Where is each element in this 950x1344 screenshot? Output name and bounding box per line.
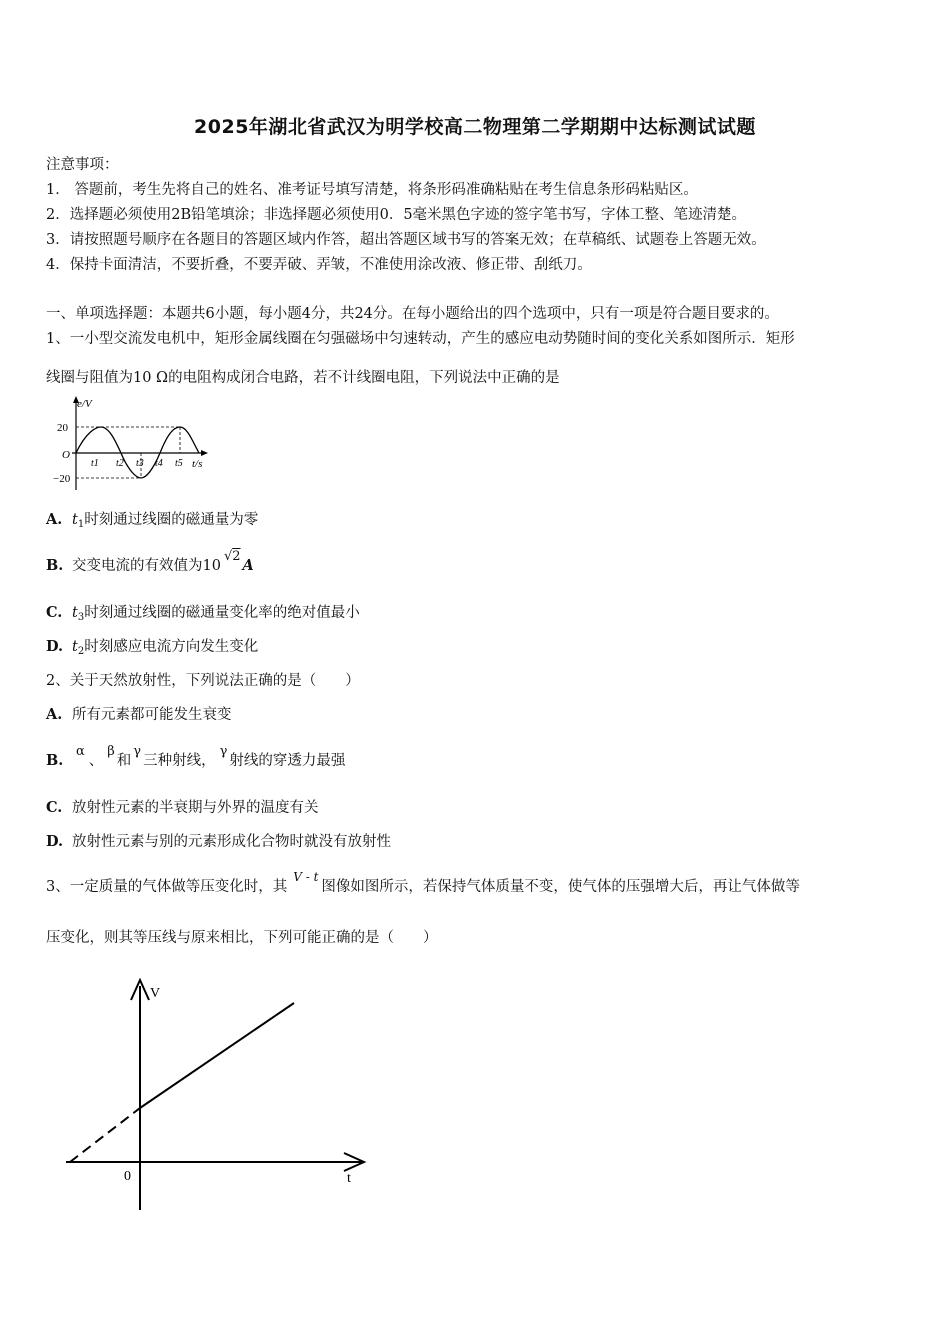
unit-label: A	[242, 557, 254, 574]
x-tick-label: t2	[116, 458, 124, 469]
option-text: 三种射线，	[143, 753, 216, 769]
option-letter: B.	[46, 752, 64, 769]
and-text: 和	[116, 753, 132, 769]
option-a[interactable]	[46, 508, 258, 530]
x-tick-label: t3	[136, 458, 144, 469]
gamma-symbol: γ	[133, 744, 142, 759]
notice-item: 2．选择题必须使用2B铅笔填涂；非选择题必须使用0．5毫米黑色字迹的签字笔书写，字体工整、笔迹清楚。	[46, 207, 747, 223]
question-1-stem-line1: 1、一小型交流发电机中，矩形金属线圈在匀强磁场中匀速转动，产生的感应电动势随时间的变化关系如图所示．矩形	[46, 331, 795, 347]
option-text: 射线的穿透力最强	[229, 753, 346, 769]
option-d[interactable]	[46, 830, 391, 851]
option-text: 交变电流的有效值为10	[72, 558, 221, 574]
time-variable: t	[72, 639, 78, 655]
stem-text: 图像如图所示，若保持气体质量不变，使气体的压强增大后，再让气体做等	[321, 879, 800, 895]
option-text: 时刻感应电流方向发生变化	[84, 639, 259, 655]
question-3-stem-line1	[46, 870, 800, 896]
origin-label: 0	[124, 1169, 131, 1184]
option-d[interactable]	[46, 635, 258, 657]
option-letter: C.	[46, 604, 63, 621]
stem-text: 3、一定质量的气体做等压变化时，其	[46, 879, 288, 895]
x-tick-label: t5	[175, 458, 183, 469]
y-axis-label: e/V	[77, 398, 92, 410]
question-2-stem: 2、关于天然放射性，下列说法正确的是（ ）	[46, 673, 360, 689]
notice-item: 4．保持卡面清洁，不要折叠，不要弄破、弄皱，不准使用涂改液、修正带、刮纸刀。	[46, 257, 592, 273]
separator: 、	[88, 753, 104, 769]
option-text: 所有元素都可能发生衰变	[72, 707, 232, 723]
option-b[interactable]	[46, 549, 254, 575]
option-c[interactable]	[46, 796, 319, 817]
option-text: 时刻通过线圈的磁通量变化率的绝对值最小	[84, 605, 360, 621]
volume-temperature-graph	[60, 972, 380, 1217]
emf-time-graph	[44, 392, 224, 494]
gamma-symbol: γ	[219, 744, 228, 759]
alpha-symbol: α	[76, 744, 85, 759]
origin-label: O	[62, 449, 70, 461]
subscript: 3	[77, 612, 85, 623]
section-heading: 一、单项选择题：本题共6小题，每小题4分，共24分。在每小题给出的四个选项中，只有一项是符合题目要求的。	[46, 306, 779, 322]
notice-item: 1． 答题前，考生先将自己的姓名、准考证号填写清楚，将条形码准确粘贴在考生信息条形码粘贴区。	[46, 182, 698, 198]
option-letter: C.	[46, 799, 63, 816]
sqrt-icon: √2	[223, 549, 241, 564]
y-axis-label: V	[150, 986, 161, 1001]
x-axis-label: t	[347, 1171, 351, 1186]
option-letter: D.	[46, 833, 64, 850]
option-text: 放射性元素的半衰期与外界的温度有关	[72, 800, 319, 816]
y-tick-label: −20	[53, 473, 71, 485]
notice-heading: 注意事项：	[46, 157, 119, 173]
subscript: 2	[77, 646, 85, 657]
y-tick-label: 20	[57, 422, 68, 434]
x-tick-label: t4	[155, 458, 163, 469]
option-text: 时刻通过线圈的磁通量为零	[84, 512, 259, 528]
option-b[interactable]	[46, 744, 346, 770]
option-c[interactable]	[46, 601, 360, 623]
option-a[interactable]	[46, 703, 232, 724]
option-text: 放射性元素与别的元素形成化合物时就没有放射性	[72, 834, 391, 850]
option-letter: D.	[46, 638, 64, 655]
x-axis-label: t/s	[192, 458, 203, 470]
option-letter: A.	[46, 511, 63, 528]
x-tick-label: t1	[91, 458, 99, 469]
time-variable: t	[72, 512, 78, 528]
page-title: 2025年湖北省武汉为明学校高二物理第二学期期中达标测试试题	[194, 116, 756, 138]
notice-item: 3．请按照题号顺序在各题目的答题区域内作答，超出答题区域书写的答案无效；在草稿纸、试题卷上答题无效。	[46, 232, 766, 248]
subscript: 1	[77, 519, 85, 530]
sqrt-radicand: 2	[232, 549, 241, 564]
time-variable: t	[72, 605, 78, 621]
beta-symbol: β	[107, 744, 115, 759]
question-3-stem-line2: 压变化，则其等压线与原来相比，下列可能正确的是（ ）	[46, 930, 438, 946]
option-letter: A.	[46, 706, 63, 723]
vt-symbol: V - t	[293, 870, 319, 884]
option-letter: B.	[46, 557, 64, 574]
question-1-stem-line2: 线圈与阻值为10 Ω的电阻构成闭合电路，若不计线圈电阻，下列说法中正确的是	[46, 370, 560, 386]
